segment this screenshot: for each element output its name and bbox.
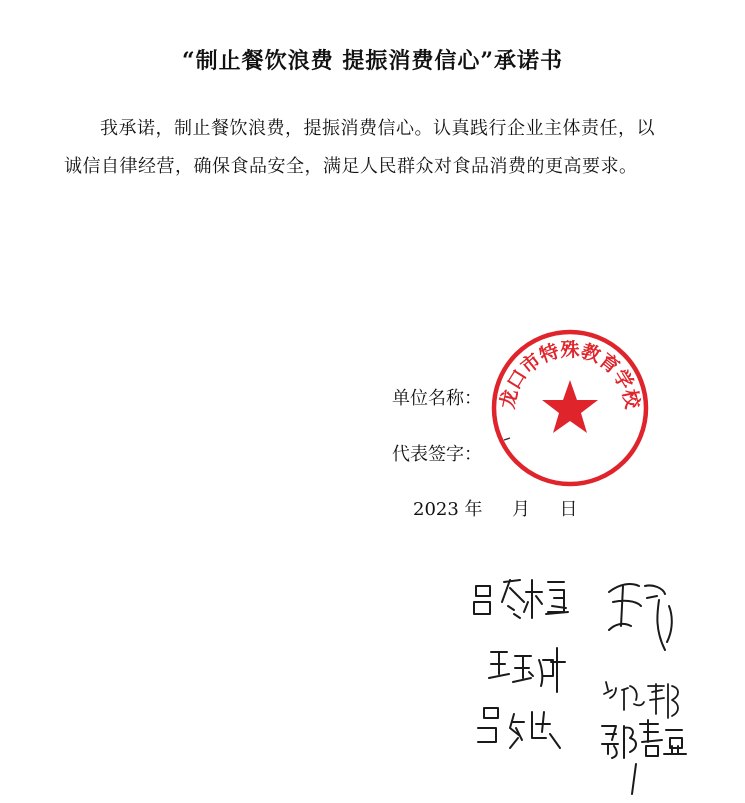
representative-signature-label: 代表签字： <box>392 444 482 465</box>
official-seal <box>488 326 652 490</box>
pledge-paragraph: 我承诺，制止餐饮浪费，提振消费信心。认真践行企业主体责任，以诚信自律经营，确保食品安全，满足人民群众对食品消费的更高要求。 <box>64 118 655 177</box>
unit-name-label: 单位名称： <box>392 388 482 409</box>
signature-sun <box>595 572 685 672</box>
pen-mark <box>504 438 510 440</box>
date-year: 2023 <box>413 499 459 520</box>
signature-guo-chunlan <box>596 710 696 800</box>
signature-lv-dongmei <box>470 570 580 630</box>
document-title: “制止餐饮浪费 提振消费信心”承诺书 <box>182 48 563 74</box>
seal-star-icon <box>542 380 598 433</box>
date-year-char: 年 <box>464 499 483 520</box>
date-day-char: 日 <box>559 499 578 520</box>
signature-lv-juan <box>470 698 580 760</box>
date-month-char: 月 <box>512 499 531 520</box>
seal-text: 龙口市特殊教育学校 <box>496 339 644 411</box>
date-line <box>413 495 577 521</box>
signature-wang-yukun <box>485 638 585 700</box>
